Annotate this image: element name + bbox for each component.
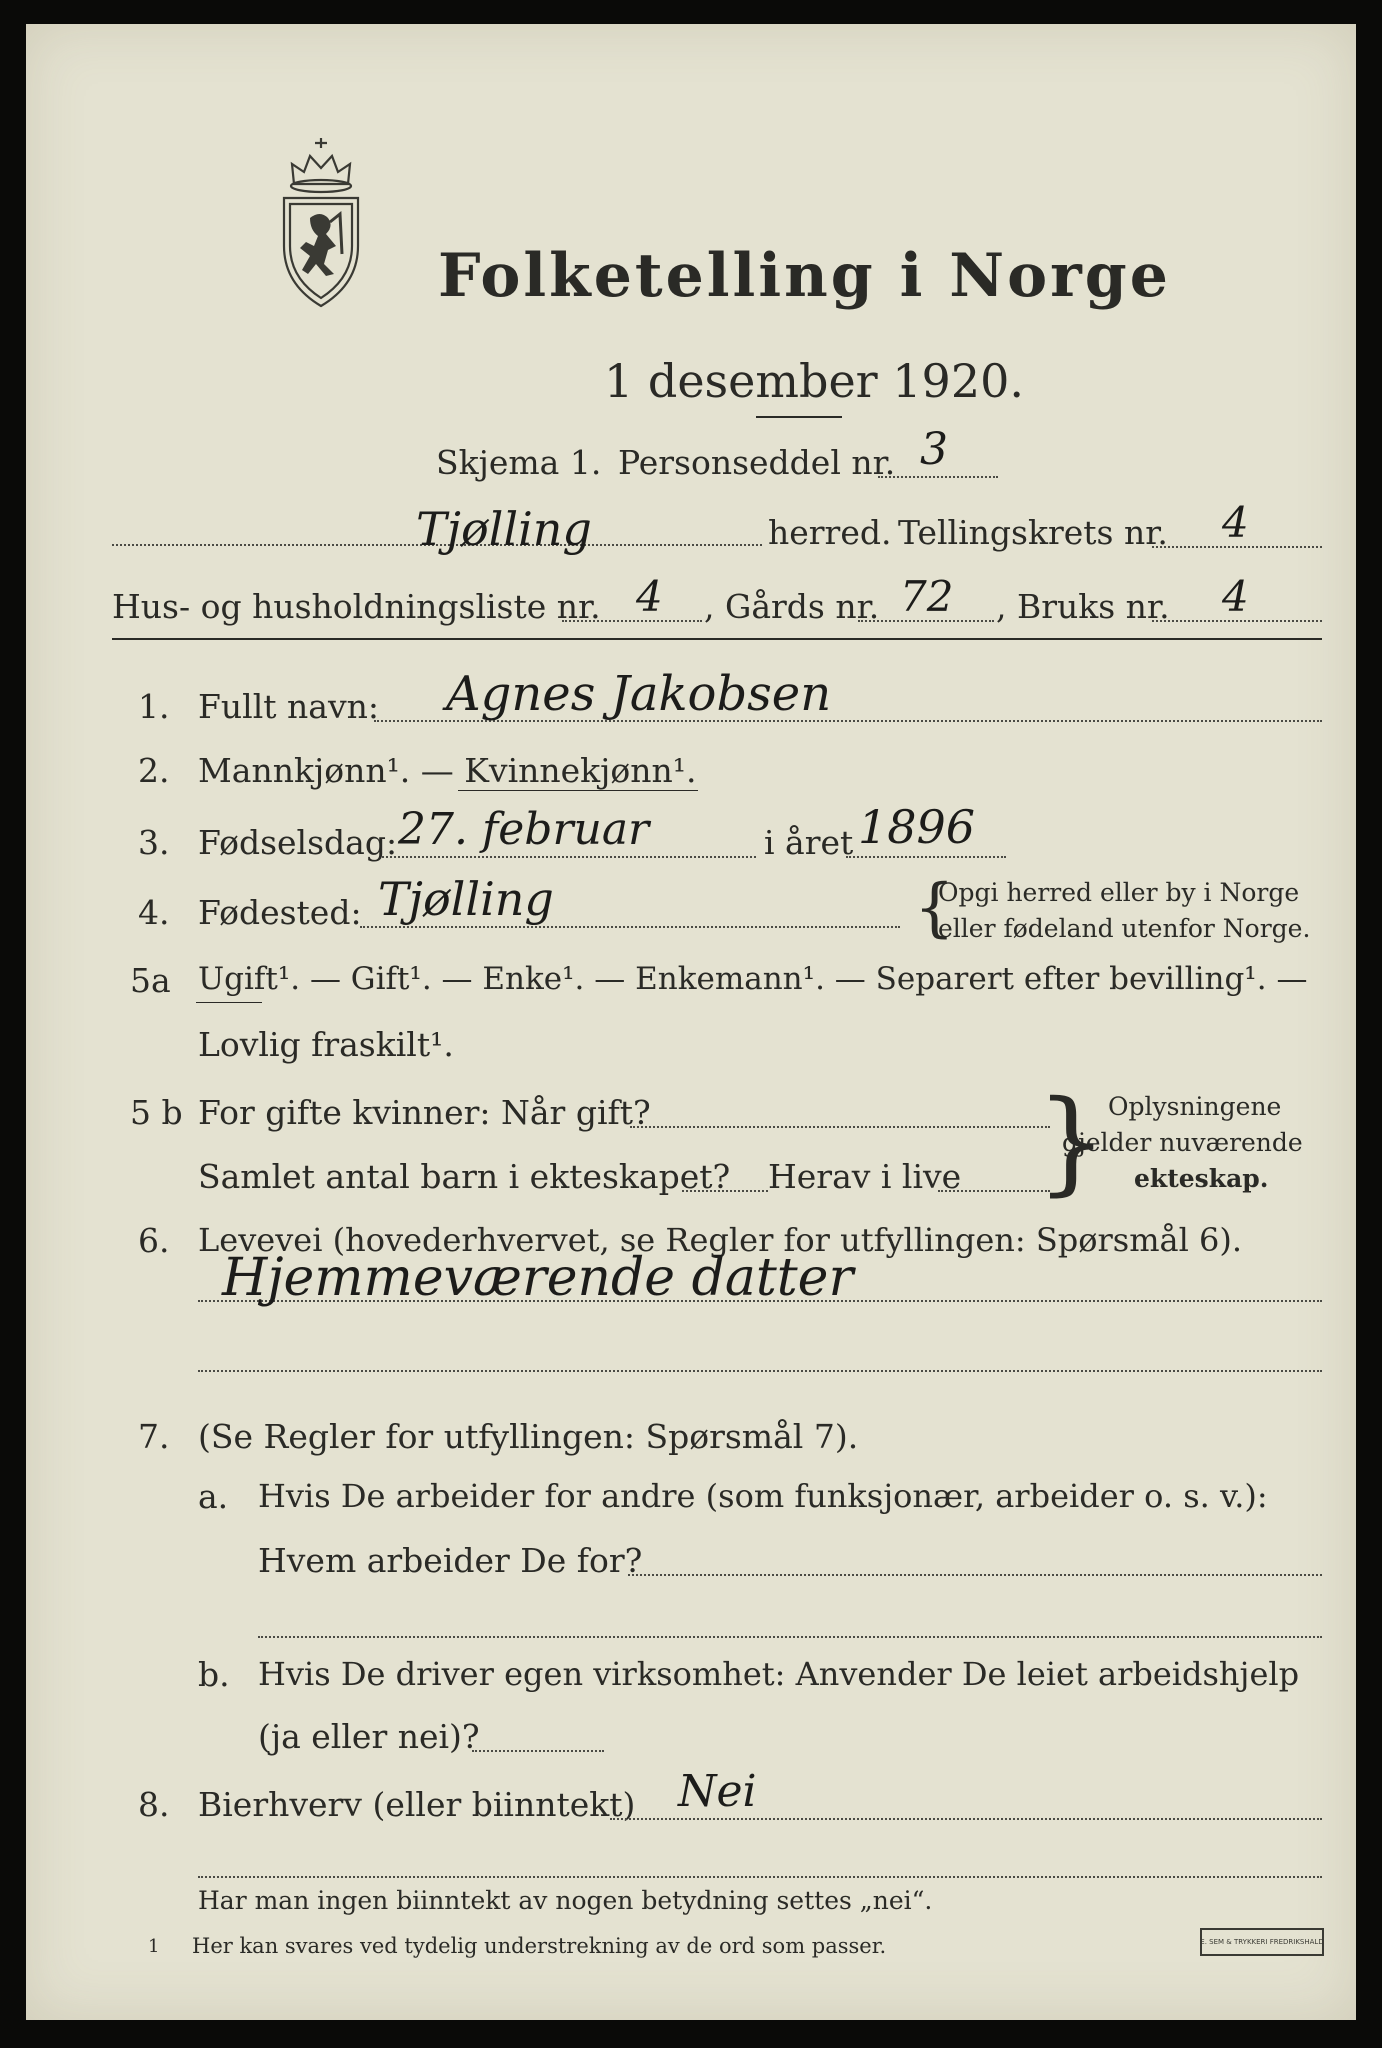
side-income-field-2[interactable] (198, 1876, 1322, 1878)
gender-options[interactable]: Mannkjønn¹. — Kvinnekjønn¹. (198, 751, 697, 790)
birthplace-note-2: eller fødeland utenfor Norge. (938, 914, 1311, 943)
bruks-label: , Bruks nr. (996, 587, 1170, 626)
side-income-field-1[interactable] (610, 1818, 1322, 1820)
q6-number: 6. (138, 1221, 170, 1260)
herred-label: herred. (768, 513, 892, 552)
hired-help-field[interactable] (472, 1750, 604, 1752)
marital-underline (196, 1002, 262, 1003)
q7-label: (Se Regler for utfyllingen: Spørsmål 7). (198, 1417, 859, 1456)
gards-label: , Gårds nr. (704, 587, 880, 626)
children-field[interactable] (682, 1190, 768, 1192)
tellingskrets-value: 4 (1222, 498, 1249, 547)
birthplace-note-1: Opgi herred eller by i Norge (938, 878, 1300, 907)
marriage-brace: } (1036, 1077, 1108, 1207)
title-divider (756, 416, 842, 418)
birthplace-field[interactable] (360, 926, 900, 928)
q4-label: Fødested: (198, 893, 362, 932)
children-label: Samlet antal barn i ekteskapet? (198, 1157, 731, 1196)
year-label: i året (764, 823, 854, 862)
printer-stamp (1200, 1928, 1324, 1956)
employer-field-2[interactable] (258, 1636, 1322, 1638)
q4-number: 4. (138, 893, 170, 932)
footnote-mark: 1 (148, 1936, 160, 1957)
q3-label: Fødselsdag: (198, 823, 398, 862)
gender-underline (458, 790, 698, 791)
tellingskrets-label: Tellingskrets nr. (898, 513, 1168, 552)
side-income-value: Nei (678, 1766, 757, 1817)
q8-number: 8. (138, 1785, 170, 1824)
section-divider (112, 638, 1322, 640)
q5a-number: 5a (130, 961, 171, 1000)
occupation-label: Levevei (hovederhvervet, se Regler for utfyllingen: Spørsmål 6). (198, 1221, 1243, 1259)
husliste-label: Hus- og husholdningsliste nr. (112, 587, 601, 626)
alive-label: Herav i live (768, 1157, 962, 1196)
census-form (26, 24, 1356, 2020)
q7a-letter: a. (198, 1477, 229, 1516)
birthday-field[interactable] (382, 856, 756, 858)
married-when-label: For gifte kvinner: Når gift? (198, 1093, 651, 1132)
personseddel-label: Personseddel nr. (618, 443, 896, 482)
personseddel-field[interactable] (878, 476, 998, 478)
skjema-label: Skjema 1. (436, 443, 602, 482)
q7a-line1: Hvis De arbeider for andre (som funksjonær, arbeider o. s. v.): (258, 1477, 1268, 1515)
occupation-field-2[interactable] (198, 1370, 1322, 1372)
q1-number: 1. (138, 687, 170, 726)
birthday-value: 27. februar (398, 804, 650, 855)
no-income-note: Har man ingen biinntekt av nogen betydning settes „nei“. (198, 1886, 933, 1915)
alive-field[interactable] (938, 1190, 1050, 1192)
marital-status-options-2[interactable]: Lovlig fraskilt¹. (198, 1025, 454, 1064)
marriage-note-1: Oplysningene (1108, 1092, 1282, 1121)
side-income-label: Bierhverv (eller biinntekt) (198, 1785, 636, 1824)
birthplace-value: Tjølling (378, 872, 554, 926)
husliste-value: 4 (636, 572, 663, 621)
footnote-text: Her kan svares ved tydelig understrekning av de ord som passer. (192, 1934, 887, 1958)
herred-value: Tjølling (416, 502, 592, 556)
birthplace-brace: { (914, 871, 955, 945)
bruks-value: 4 (1222, 572, 1249, 621)
q7b-letter: b. (198, 1655, 230, 1694)
marriage-note-2: gjelder nuværende (1062, 1128, 1303, 1157)
q2-number: 2. (138, 751, 170, 790)
husliste-field[interactable] (562, 620, 702, 622)
birth-year-field[interactable] (846, 856, 1006, 858)
q7b-line1: Hvis De driver egen virksomhet: Anvender De leiet arbeidshjelp (258, 1655, 1300, 1693)
q7a-line2: Hvem arbeider De for? (258, 1541, 643, 1580)
q1-label: Fullt navn: (198, 687, 379, 726)
gards-value: 72 (900, 572, 954, 621)
occupation-value: Hjemmeværende datter (222, 1248, 854, 1308)
personseddel-value: 3 (920, 424, 948, 475)
printer-stamp-text: E. SEM & TRYKKERI FREDRIKSHALD (1200, 1938, 1324, 1946)
census-date: 1 desember 1920. (604, 354, 1024, 408)
q7-number: 7. (138, 1417, 170, 1456)
full-name-value: Agnes Jakobsen (446, 666, 832, 722)
marriage-note-3: ekteskap. (1134, 1164, 1269, 1193)
q5b-number: 5 b (130, 1093, 183, 1132)
q3-number: 3. (138, 823, 170, 862)
marital-status-options[interactable]: Ugift¹. — Gift¹. — Enke¹. — Enkemann¹. — Separert efter bevilling¹. — (198, 961, 1308, 997)
q7b-line2: (ja eller nei)? (258, 1717, 480, 1756)
employer-field-1[interactable] (628, 1574, 1322, 1576)
coat-of-arms-icon (270, 134, 372, 310)
married-when-field[interactable] (630, 1126, 1050, 1128)
form-title: Folketelling i Norge (438, 241, 1171, 311)
birth-year-value: 1896 (858, 800, 976, 854)
